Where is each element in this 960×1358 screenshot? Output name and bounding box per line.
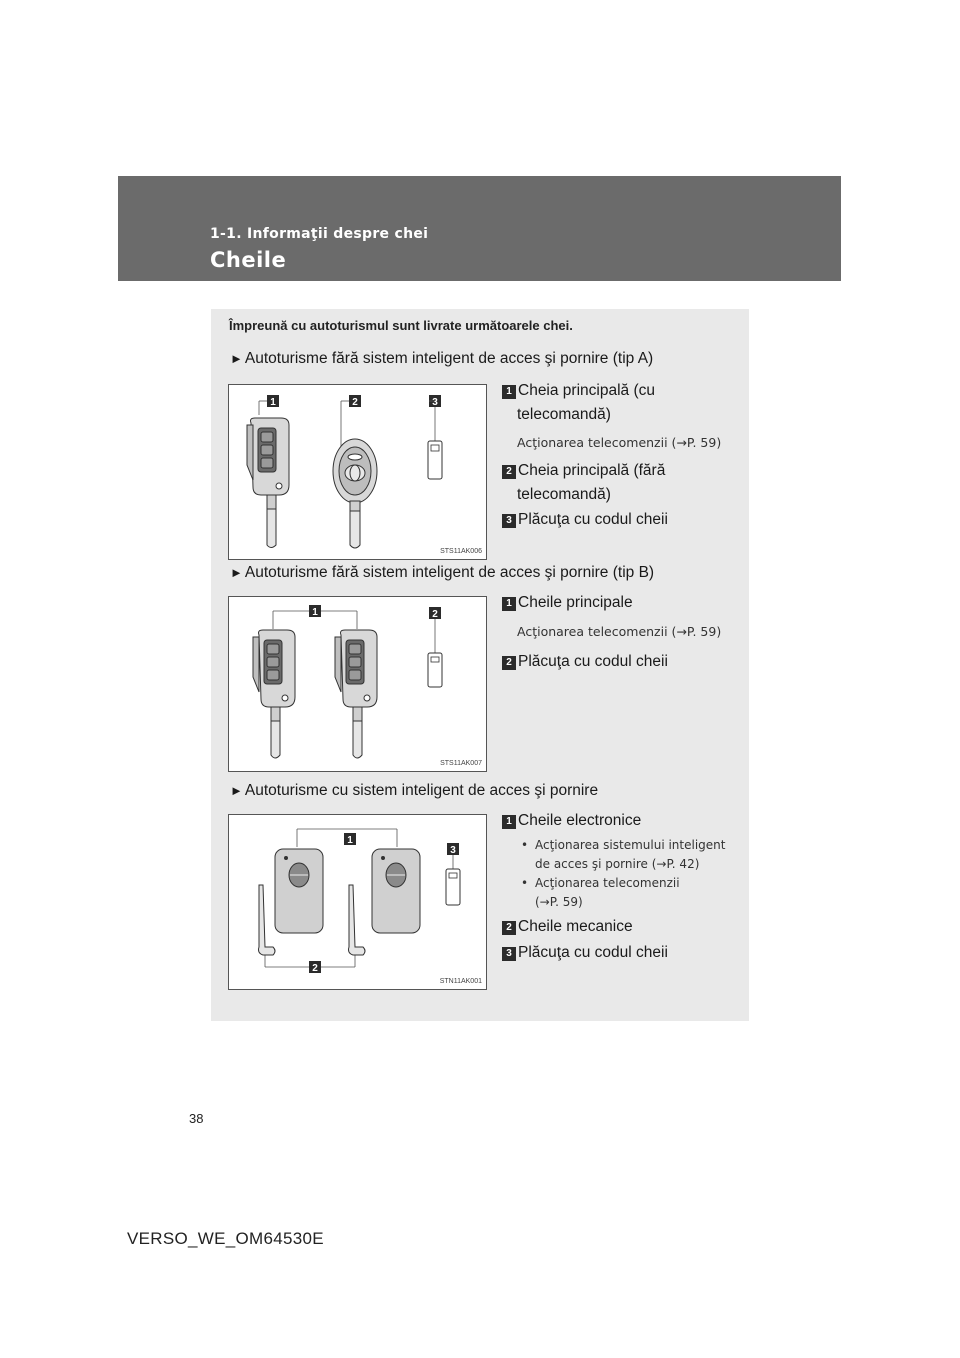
variant-a-heading: ► Autoturisme fără sistem inteligent de acces şi pornire (tip A): [230, 350, 654, 367]
remote-key-icon: [253, 630, 295, 758]
smart-key-icon: [275, 849, 323, 933]
legend-item-1: 1 Cheile electronice: [502, 809, 641, 833]
svg-text:1: 1: [270, 397, 276, 408]
svg-text:2: 2: [352, 397, 358, 408]
legend-item-3: 3 Plăcuţa cu codul cheii: [502, 508, 668, 532]
mechanical-key-icon: [349, 885, 366, 955]
svg-text:1: 1: [312, 607, 318, 618]
svg-text:2: 2: [432, 609, 438, 620]
mechanical-key-icon: [259, 885, 276, 955]
section-title: 1-1. Informaţii despre chei: [210, 226, 429, 242]
intro-text: Împreună cu autoturismul sunt livrate următoarele chei.: [229, 318, 573, 333]
figure-code: STS11AK006: [440, 548, 482, 555]
legend-item-3: 3 Plăcuţa cu codul cheii: [502, 941, 668, 965]
callout-2: [429, 607, 441, 653]
svg-text:1: 1: [347, 835, 353, 846]
page-title: Cheile: [210, 248, 287, 272]
chapter-header: [118, 176, 841, 281]
remote-key-icon: [335, 630, 377, 758]
triangle-bullet-icon: ►: [230, 565, 243, 580]
figure-code: STN11AK001: [439, 978, 482, 985]
legend-item-1: 1 Cheia principală (cu telecomandă): [502, 379, 655, 427]
triangle-bullet-icon: ►: [230, 783, 243, 798]
callout-1: [273, 605, 357, 629]
smart-key-icon: [372, 849, 420, 933]
bullet-remote-ref: • Acţionarea telecomenzii (→P. 59): [521, 876, 680, 909]
page-number: 38: [189, 1111, 204, 1126]
electronic-keys-illustration: [229, 815, 486, 989]
callout-1: [297, 829, 397, 847]
callout-3: [429, 395, 441, 441]
bullet-smart-entry-ref: • Acţionarea sistemului inteligent de acces şi pornire (→P. 42): [521, 838, 726, 871]
callout-3: [447, 843, 459, 869]
remote-operation-ref: Acţionarea telecomenzii (→P. 59): [517, 435, 722, 450]
figure-electronic-keys: [228, 814, 487, 990]
keys-type-a-illustration: [229, 385, 486, 559]
svg-text:3: 3: [432, 397, 438, 408]
svg-text:3: 3: [450, 845, 456, 856]
legend-item-2: 2 Plăcuţa cu codul cheii: [502, 650, 668, 674]
svg-text:2: 2: [312, 963, 318, 974]
key-number-plate-icon: [428, 441, 442, 479]
variant-smart-heading: ► Autoturisme cu sistem inteligent de acces şi pornire: [230, 782, 599, 799]
triangle-bullet-icon: ►: [230, 351, 243, 366]
legend-item-2: 2 Cheile mecanice: [502, 915, 633, 939]
legend-item-1: 1 Cheile principale: [502, 591, 633, 615]
figure-keys-type-a: [228, 384, 487, 560]
variant-b-heading: ► Autoturisme fără sistem inteligent de acces şi pornire (tip B): [230, 564, 655, 581]
remote-key-icon: [247, 418, 289, 548]
figure-code: STS11AK007: [440, 760, 482, 767]
master-key-icon: [333, 439, 377, 548]
callout-2: [265, 955, 355, 974]
figure-keys-type-b: [228, 596, 487, 772]
key-number-plate-icon: [428, 653, 442, 687]
remote-operation-ref: Acţionarea telecomenzii (→P. 59): [517, 624, 722, 639]
document-code: VERSO_WE_OM64530E: [127, 1229, 324, 1248]
callout-1: [259, 395, 279, 415]
keys-type-b-illustration: [229, 597, 486, 771]
legend-item-2: 2 Cheia principală (fără telecomandă): [502, 459, 665, 507]
key-number-plate-icon: [446, 869, 460, 905]
